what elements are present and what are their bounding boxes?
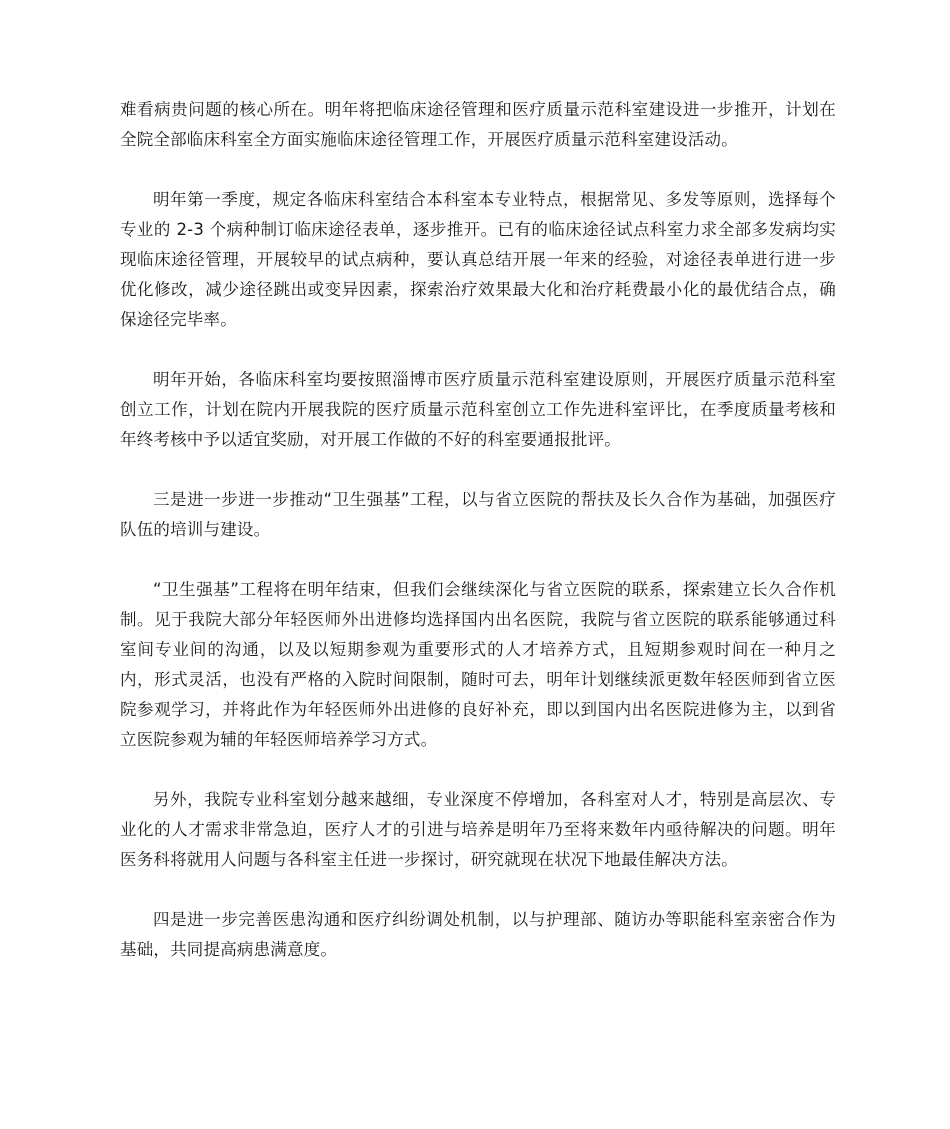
paragraph-2: 明年第一季度，规定各临床科室结合本科室本专业特点，根据常见、多发等原则，选择每个专业的 2-3 个病种制订临床途径表单，逐步推开。已有的临床途径试点科室力求全部多发病均实现临床途径管理，开展较早的试点病种，要认真总结开展一年来的经验，对途径表单进行进一步优化修改，减少途径跳出或变异因素，探索治疗效果最大化和治疗耗费最小化的最优结合点，确保途径完毕率。 [120, 190, 836, 329]
paragraph-1: 难看病贵问题的核心所在。明年将把临床途径管理和医疗质量示范科室建设进一步推开，计划在全院全部临床科室全方面实施临床途径管理工作，开展医疗质量示范科室建设活动。 [120, 100, 836, 149]
paragraph-4: 三是进一步进一步推动“卫生强基”工程，以与省立医院的帮扶及长久合作为基础，加强医疗队伍的培训与建设。 [120, 490, 836, 539]
paragraph-7: 四是进一步完善医患沟通和医疗纠纷调处机制，以与护理部、随访办等职能科室亲密合作为基础，共同提高病患满意度。 [120, 910, 836, 959]
document-page [120, 95, 836, 995]
paragraph-5: “卫生强基”工程将在明年结束，但我们会继续深化与省立医院的联系，探索建立长久合作机制。见于我院大部分年轻医师外出进修均选择国内出名医院，我院与省立医院的联系能够通过科室间专业间的沟通，以及以短期参观为重要形式的人才培养方式，且短期参观时间在一种月之内，形式灵活，也没有严格的入院时间限制，随时可去，明年计划继续派更数年轻医师到省立医院参观学习，并将此作为年轻医师外出进修的良好补充，即以到国内出名医院进修为主，以到省立医院参观为辅的年轻医师培养学习方式。 [120, 580, 836, 749]
paragraph-6: 另外，我院专业科室划分越来越细，专业深度不停增加，各科室对人才，特别是高层次、专业化的人才需求非常急迫，医疗人才的引进与培养是明年乃至将来数年内亟待解决的问题。明年医务科将就用人问题与各科室主任进一步探讨，研究就现在状况下地最佳解决方法。 [120, 790, 836, 869]
paragraph-3: 明年开始，各临床科室均要按照淄博市医疗质量示范科室建设原则，开展医疗质量示范科室创立工作，计划在院内开展我院的医疗质量示范科室创立工作先进科室评比，在季度质量考核和年终考核中予以适宜奖励，对开展工作做的不好的科室要通报批评。 [120, 370, 836, 449]
